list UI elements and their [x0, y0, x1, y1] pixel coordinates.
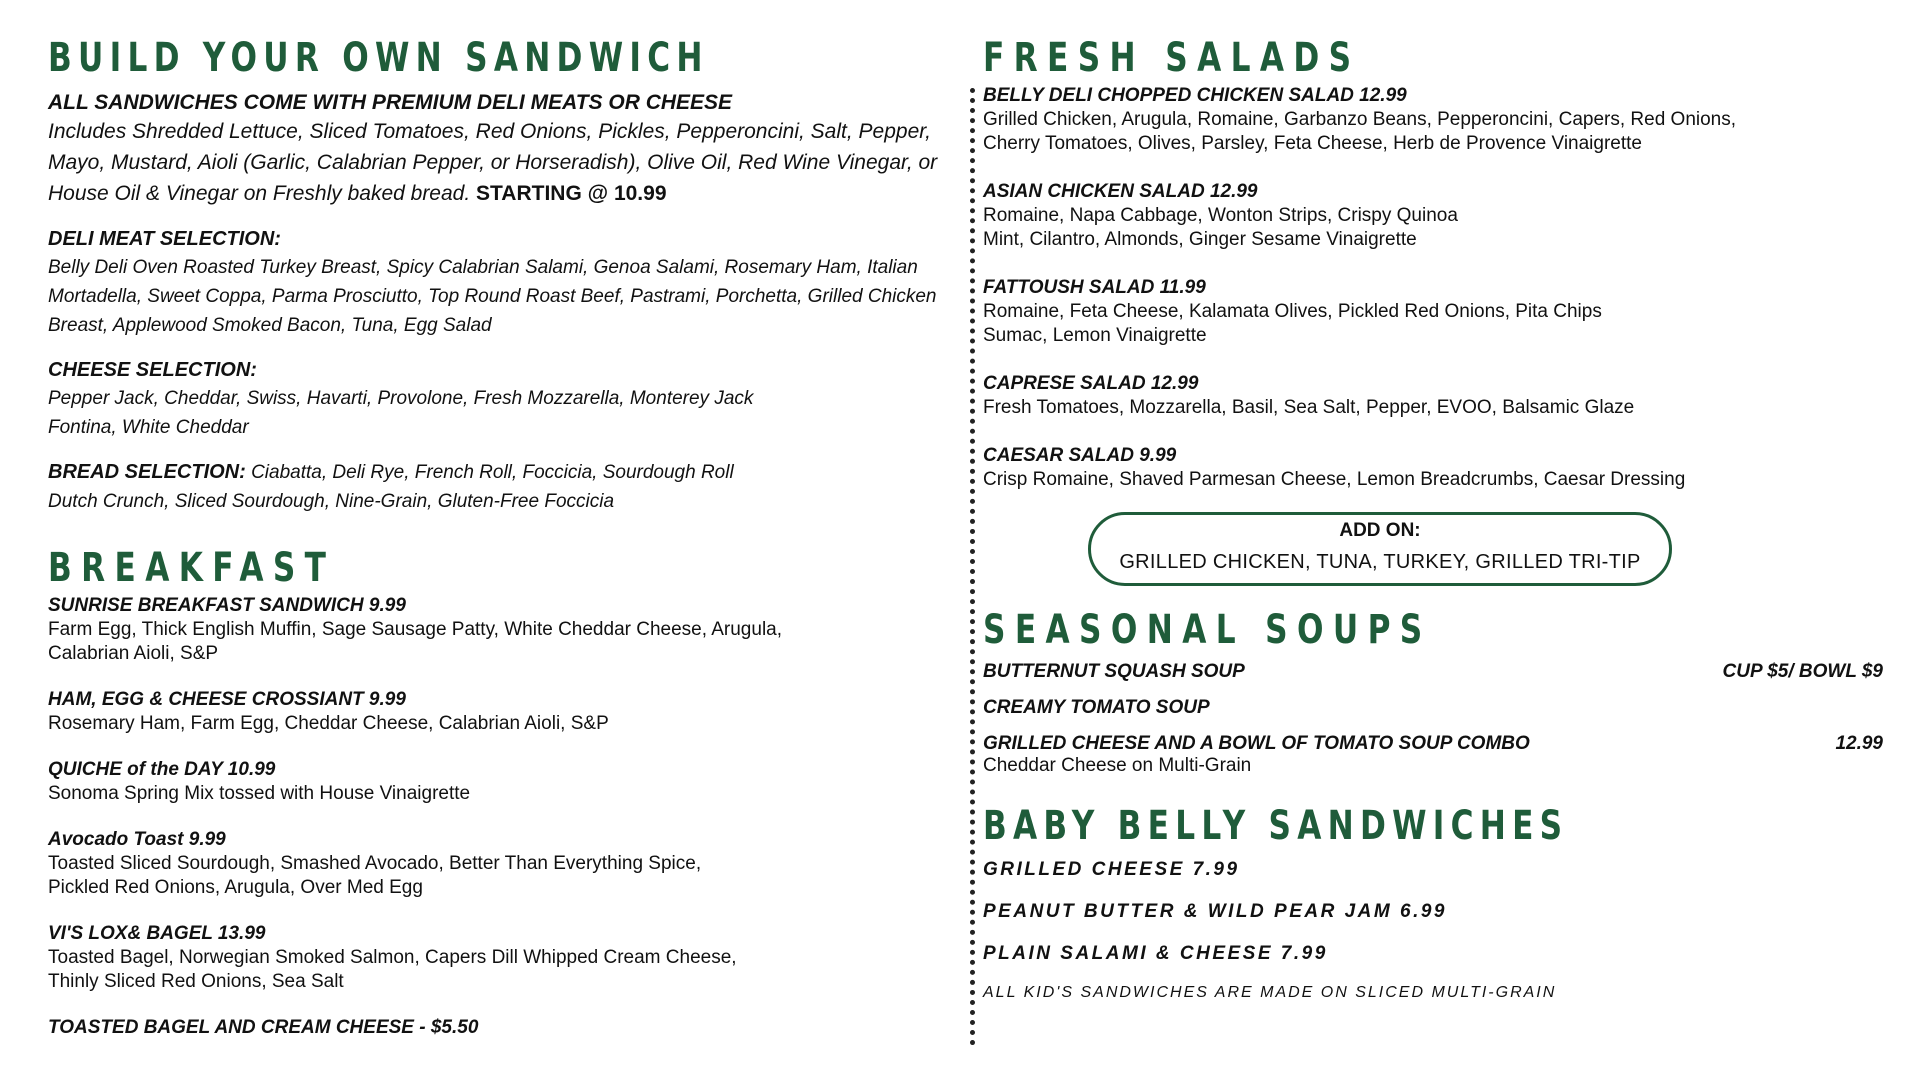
menu-item-title: TOASTED BAGEL AND CREAM CHEESE - $5.50: [48, 1017, 479, 1038]
fresh-salads-heading: FRESH SALADS: [983, 35, 1361, 81]
menu-item-title: ASIAN CHICKEN SALAD 12.99: [983, 181, 1258, 202]
bread-title: BREAD SELECTION:: [48, 461, 246, 483]
menu-item-description: Grilled Chicken, Arugula, Romaine, Garbanzo Beans, Pepperoncini, Capers, Red Onions,: [983, 109, 1737, 130]
baby-belly-heading: BABY BELLY SANDWICHES: [983, 803, 1569, 849]
menu-item: [48, 828, 968, 900]
baby-list: [983, 858, 1883, 1002]
menu-item: [48, 688, 968, 736]
breakfast-heading: BREAKFAST: [48, 545, 336, 591]
menu-item-description: Rosemary Ham, Farm Egg, Cheddar Cheese, Calabrian Aioli, S&P: [48, 713, 609, 734]
menu-item-title: VI'S LOX& BAGEL 13.99: [48, 923, 266, 944]
bread-line-1: [48, 458, 968, 487]
menu-item-description: Fresh Tomatoes, Mozzarella, Basil, Sea Salt, Pepper, EVOO, Balsamic Glaze: [983, 397, 1635, 418]
baby-item: GRILLED CHEESE 7.99: [983, 859, 1240, 880]
menu-item-description: Sonoma Spring Mix tossed with House Vinaigrette: [48, 783, 471, 804]
cheese-items-line-1: Pepper Jack, Cheddar, Swiss, Havarti, Provolone, Fresh Mozzarella, Monterey Jack: [48, 388, 754, 409]
build-your-own-description-text: Includes Shredded Lettuce, Sliced Tomatoes, Red Onions, Pickles, Pepperoncini, Salt, Pepper, Mayo, Mustard, Aioli (Garlic, Calabrian Pepper, or Horseradish), Olive Oil, Red Wine Vinegar, or House Oil & Vinegar on Freshly baked bread.: [48, 120, 938, 205]
soup-description: Cheddar Cheese on Multi-Grain: [983, 755, 1252, 776]
soup-row: [983, 696, 1883, 720]
build-your-own-description: [48, 116, 968, 209]
menu-item-description: Romaine, Feta Cheese, Kalamata Olives, Pickled Red Onions, Pita Chips: [983, 301, 1602, 322]
menu-item-title: QUICHE of the DAY 10.99: [48, 759, 276, 780]
menu-item-description: Mint, Cilantro, Almonds, Ginger Sesame Vinaigrette: [983, 229, 1417, 250]
menu-item-description: Crisp Romaine, Shaved Parmesan Cheese, Lemon Breadcrumbs, Caesar Dressing: [983, 469, 1686, 490]
menu-item-description: Pickled Red Onions, Arugula, Over Med Egg: [48, 877, 423, 898]
soup-row: [983, 660, 1883, 684]
menu-item-description: Calabrian Aioli, S&P: [48, 643, 219, 664]
menu-item: [983, 84, 1883, 156]
add-on-title: ADD ON:: [1339, 520, 1421, 541]
breakfast-list: [48, 594, 968, 1040]
menu-item-title: SUNRISE BREAKFAST SANDWICH 9.99: [48, 595, 406, 616]
build-your-own-heading: BUILD YOUR OWN SANDWICH: [48, 35, 709, 81]
menu-item: [48, 594, 968, 666]
cheese-items-line-2: Fontina, White Cheddar: [48, 417, 249, 438]
deli-meat-items: Belly Deli Oven Roasted Turkey Breast, Spicy Calabrian Salami, Genoa Salami, Rosemary Ham, Italian Mortadella, Sweet Coppa, Parma Prosciutto, Top Round Roast Beef, Pastrami, Porchetta, Grilled Chicken Breast, Applewood Smoked Bacon, Tuna, Egg Salad: [48, 257, 937, 336]
menu-item: [983, 276, 1883, 348]
bread-items-line-1: Ciabatta, Deli Rye, French Roll, Foccicia, Sourdough Roll: [251, 462, 734, 483]
soup-name: GRILLED CHEESE AND A BOWL OF TOMATO SOUP COMBO: [983, 733, 1530, 754]
soup-list: [983, 660, 1883, 776]
right-column: [983, 36, 1883, 1002]
cheese-selection: [48, 356, 968, 442]
soup-name: BUTTERNUT SQUASH SOUP: [983, 661, 1245, 682]
menu-item-description: Farm Egg, Thick English Muffin, Sage Sausage Patty, White Cheddar Cheese, Arugula,: [48, 619, 783, 640]
menu-item: [983, 372, 1883, 420]
menu-item: [983, 180, 1883, 252]
menu-item-description: Romaine, Napa Cabbage, Wonton Strips, Crispy Quinoa: [983, 205, 1458, 226]
soup-row: [983, 732, 1883, 756]
salad-list: [983, 84, 1883, 492]
seasonal-soups-heading: SEASONAL SOUPS: [983, 607, 1432, 653]
starting-price: STARTING @ 10.99: [476, 182, 667, 205]
baby-item: PLAIN SALAMI & CHEESE 7.99: [983, 943, 1328, 964]
soup-price: 12.99: [1835, 733, 1883, 754]
menu-item-description: Cherry Tomatoes, Olives, Parsley, Feta Cheese, Herb de Provence Vinaigrette: [983, 133, 1642, 154]
menu-item: [48, 758, 968, 806]
menu-item-title: FATTOUSH SALAD 11.99: [983, 277, 1206, 298]
column-divider: [970, 88, 975, 1046]
menu-item-description: Toasted Sliced Sourdough, Smashed Avocado, Better Than Everything Spice,: [48, 853, 702, 874]
add-on-box: [1088, 512, 1672, 586]
add-on-items: GRILLED CHICKEN, TUNA, TURKEY, GRILLED TRI-TIP: [1119, 551, 1641, 573]
soup-name: CREAMY TOMATO SOUP: [983, 697, 1210, 718]
menu-item: [983, 444, 1883, 492]
menu-item-title: CAPRESE SALAD 12.99: [983, 373, 1199, 394]
menu-item-description: Thinly Sliced Red Onions, Sea Salt: [48, 971, 344, 992]
left-column: [48, 36, 968, 1040]
deli-meat-title: DELI MEAT SELECTION:: [48, 228, 281, 250]
build-your-own-lead: ALL SANDWICHES COME WITH PREMIUM DELI MEATS OR CHEESE: [48, 91, 733, 114]
baby-item: PEANUT BUTTER & WILD PEAR JAM 6.99: [983, 901, 1447, 922]
deli-meat-selection: [48, 225, 968, 340]
baby-note: ALL KID'S SANDWICHES ARE MADE ON SLICED MULTI-GRAIN: [983, 984, 1557, 1001]
menu-item: [48, 922, 968, 994]
menu-item-description: Toasted Bagel, Norwegian Smoked Salmon, Capers Dill Whipped Cream Cheese,: [48, 947, 737, 968]
menu-item-description: Sumac, Lemon Vinaigrette: [983, 325, 1207, 346]
bread-items-line-2: Dutch Crunch, Sliced Sourdough, Nine-Grain, Gluten-Free Foccicia: [48, 491, 615, 512]
menu-item-title: CAESAR SALAD 9.99: [983, 445, 1177, 466]
bread-selection: [48, 458, 968, 516]
menu-item-title: HAM, EGG & CHEESE CROSSIANT 9.99: [48, 689, 406, 710]
menu-item-title: BELLY DELI CHOPPED CHICKEN SALAD 12.99: [983, 85, 1407, 106]
soup-price: CUP $5/ BOWL $9: [1722, 661, 1883, 682]
menu-item: [48, 1016, 968, 1040]
cheese-title: CHEESE SELECTION:: [48, 359, 257, 381]
menu-item-title: Avocado Toast 9.99: [48, 829, 226, 850]
